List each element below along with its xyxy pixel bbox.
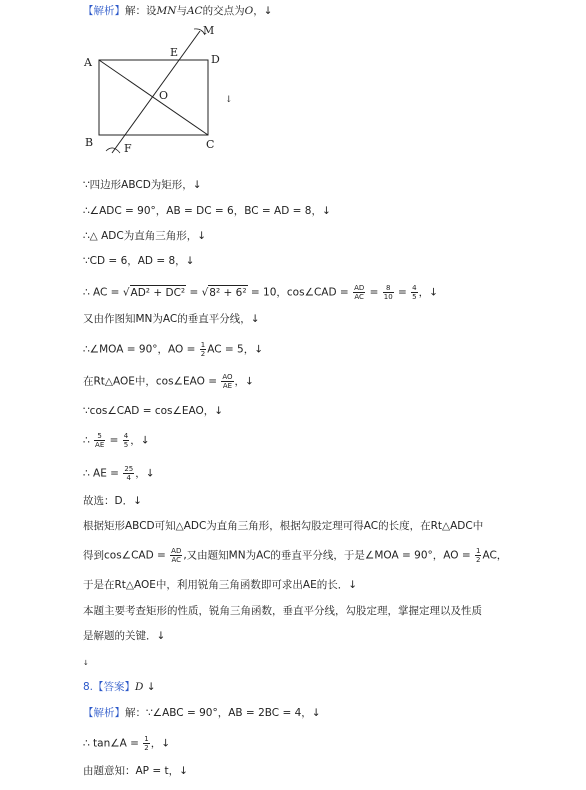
answer-tag: 【答案】	[93, 681, 136, 693]
text-line-3: ∴∠ADC = 90°，AB = DC = 6，BC = AD = 8，↓	[83, 205, 331, 217]
text-line-16: 于是在Rt△AOE中，利用锐角三角函数即可求出AE的长．↓	[83, 579, 357, 591]
text-line-17: 本题主要考查矩形的性质，锐角三角函数，垂直平分线，勾股定理，掌握定理以及性质	[83, 605, 482, 617]
label-d: D	[211, 53, 220, 66]
label-m: M	[203, 24, 215, 37]
solution-intro-line: 【解析】解：设MN与AC的交点为O，↓	[83, 5, 273, 17]
text-line-4: ∴△ ADC为直角三角形，↓	[83, 230, 206, 242]
label-b: B	[85, 136, 94, 149]
text-line-19: ↓	[83, 659, 89, 667]
label-a: A	[84, 56, 92, 69]
text-line-13: 故选：D．↓	[83, 495, 142, 507]
analysis-tag: 【解析】	[83, 5, 125, 17]
fraction: $\frac{5}{AE}$	[95, 432, 105, 449]
fraction: $\frac{1}{2}$	[144, 735, 149, 752]
text-line-18: 是解题的关键．↓	[83, 630, 166, 642]
fraction: $\frac{4}{5}$	[123, 432, 129, 449]
label-o: O	[159, 89, 169, 102]
fraction: $\frac{4}{5}$	[412, 284, 417, 301]
text-line-7: 又由作图知MN为AC的垂直平分线，↓	[83, 313, 260, 325]
fraction: $\frac{AO}{AE}$	[222, 373, 233, 390]
rectangle-figure	[78, 20, 258, 170]
text-line-6: ∴ AC = √AD² + DC² = √8² + 6² = 10，cos∠CAD = $\frac{AD}{AC}$ = $\frac{8}{10}$ = $\frac{4}{5}$ ，↓	[83, 284, 438, 301]
fraction: $\frac{8}{10}$	[383, 284, 393, 301]
text-line-11: ∴ $\frac{5}{AE}$ = $\frac{4}{5}$ ，↓	[83, 432, 150, 449]
fraction: $\frac{1}{2}$	[475, 547, 481, 564]
diagonal-ac	[99, 60, 208, 135]
text-line-9: 在Rt△AOE中，cos∠EAO = $\frac{AO}{AE}$ ，↓	[83, 373, 254, 390]
fraction: $\frac{AD}{AC}$	[171, 547, 182, 564]
label-e: E	[170, 46, 179, 59]
text-line-22: ∴ tan∠A = $\frac{1}{2}$ ，↓	[83, 735, 171, 752]
text-line-21: 【解析】解：∵∠ABC = 90°，AB = 2BC = 4，↓	[83, 707, 321, 719]
question-number: 8.	[83, 681, 94, 693]
text-line-5: ∵CD = 6，AD = 8，↓	[83, 255, 195, 267]
text-line-10: ∵cos∠CAD = cos∠EAO，↓	[83, 405, 224, 417]
text-line-14: 根据矩形ABCD可知△ADC为直角三角形，根据勾股定理可得AC的长度，在Rt△ADC中	[83, 520, 484, 532]
fraction: $\frac{1}{2}$	[200, 341, 206, 358]
analysis-tag: 【解析】	[83, 707, 125, 719]
label-c: C	[206, 138, 215, 151]
text-line-15: 得到cos∠CAD = $\frac{AD}{AC}$ ,又由题知MN为AC的垂直平分线，于是∠MOA = 90°，AO = $\frac{1}{2}$ AC，	[83, 547, 508, 564]
text-line-2: ∵四边形ABCD为矩形，↓	[83, 179, 202, 191]
fraction: $\frac{25}{4}$	[124, 465, 134, 482]
answer-value: D	[135, 681, 144, 693]
label-f: F	[124, 142, 132, 155]
answer-line: 8.【答案】D ↓	[83, 681, 156, 693]
text-line-23: 由题意知：AP = t，↓	[83, 765, 188, 777]
return-arrow: ↓	[225, 95, 233, 105]
text-line-12: ∴ AE = $\frac{25}{4}$ ，↓	[83, 465, 155, 482]
text-line-8: ∴∠MOA = 90°，AO = $\frac{1}{2}$ AC = 5，↓	[83, 341, 263, 358]
fraction: $\frac{AD}{AC}$	[354, 284, 365, 301]
